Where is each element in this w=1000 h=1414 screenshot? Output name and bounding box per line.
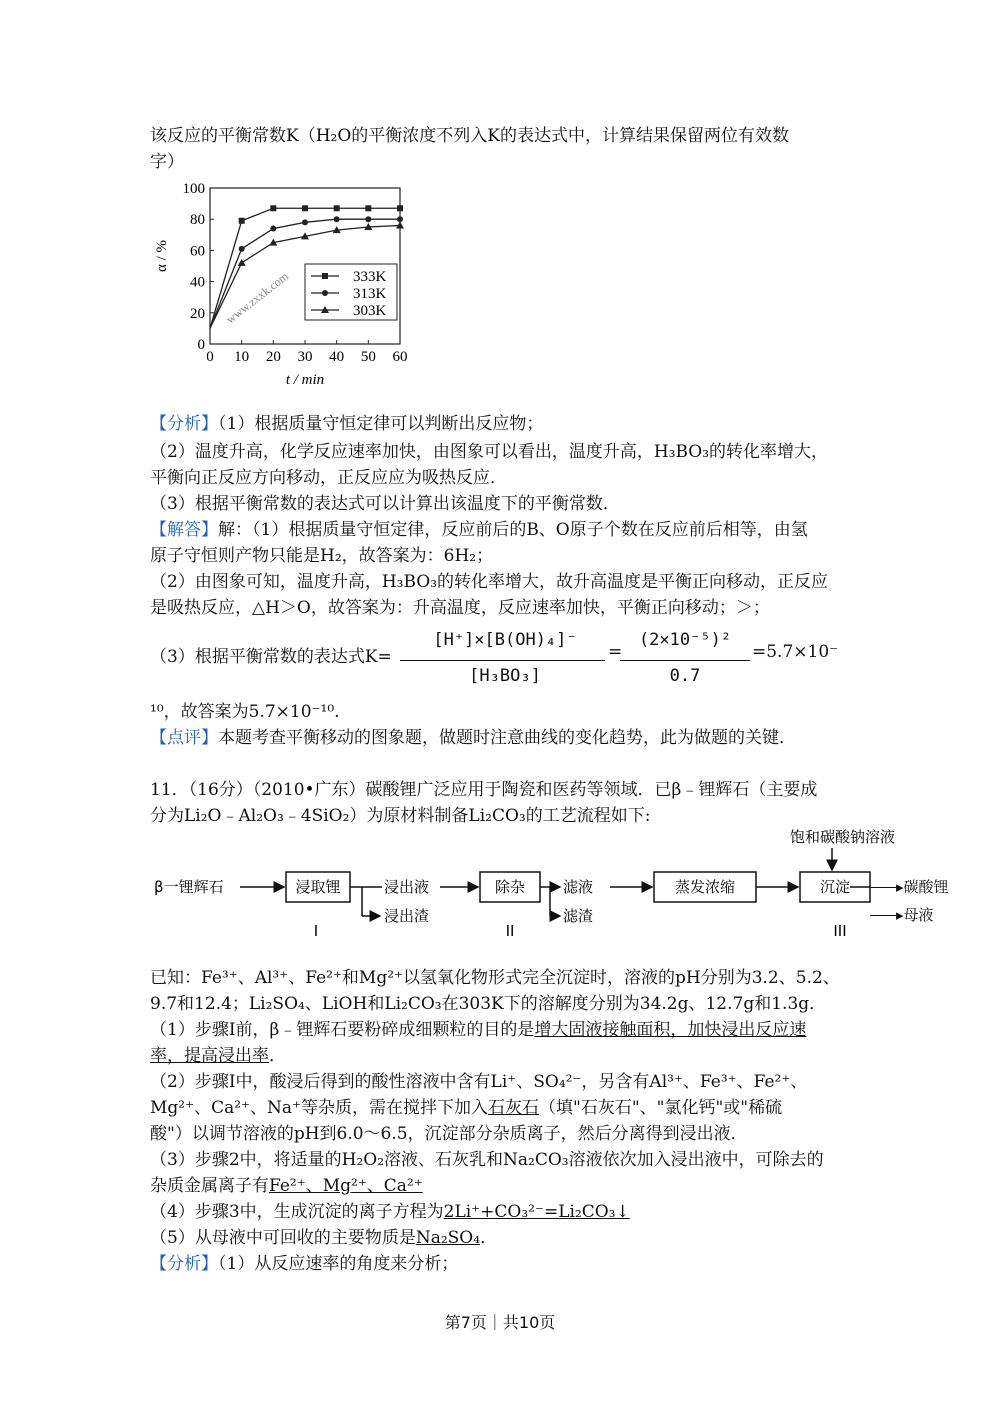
analysis-1-line-1: 【分析】（1）根据质量守恒定律可以判断出反应物；: [150, 414, 544, 434]
q2-answer: 石灰石: [488, 1098, 539, 1118]
analysis-tag: 【分析】: [150, 414, 218, 434]
x-tick-label: 40: [329, 349, 345, 365]
x-tick-label: 60: [392, 349, 408, 365]
filter-residue-label: 滤渣: [563, 907, 594, 925]
known-line-2: 9.7和12.4；Li₂SO₄、LiOH和Li₂CO₃在303K下的溶解度分别为34.2g、12.7g和1.3g．: [150, 994, 827, 1014]
frac1-numerator: [H⁺]×[B(OH)₄]⁻: [433, 630, 577, 650]
q1-line-1: （1）步骤Ⅰ前，β﹣锂辉石要粉碎成细颗粒的目的是增大固液接触面积，加快浸出反应速: [150, 1020, 807, 1040]
x-axis-label: t / min: [285, 372, 325, 388]
data-point: [270, 205, 276, 211]
intro-line-1: 该反应的平衡常数K（H₂O的平衡浓度不列入K的表达式中，计算结果保留两位有效数: [150, 126, 789, 146]
y-tick-label: 100: [182, 181, 205, 197]
q3-line-2: 杂质金属离子有Fe²⁺、Mg²⁺、Ca²⁺: [150, 1176, 423, 1196]
filtrate-label: 滤液: [563, 878, 594, 896]
answer-tag: 【解答】: [150, 520, 218, 540]
step-2-label: II: [505, 922, 515, 940]
q11-line-1: 11．（16分）（2010•广东）碳酸锂广泛应用于陶瓷和医药等领域．已β﹣锂辉石（主要成: [150, 780, 818, 800]
y-tick-label: 0: [197, 337, 205, 353]
x-tick-label: 30: [297, 349, 313, 365]
legend-label: 303K: [353, 303, 387, 319]
frac2-numerator: (2×10⁻⁵)²: [638, 630, 732, 650]
frac1-denominator: [H₃BO₃]: [469, 666, 541, 686]
analysis-1-line-3: 平衡向正反应方向移动，正反应应为吸热反应．: [150, 468, 507, 488]
q4-answer: 2Li⁺+CO₃²⁻=Li₂CO₃↓: [443, 1202, 630, 1222]
legend-label: 333K: [353, 269, 387, 285]
answer-1-line-2: 原子守恒则产物只能是H₂，故答案为：6H₂；: [150, 546, 494, 566]
lithium-carbonate-label: 碳酸锂: [903, 878, 949, 896]
comment-tag: 【点评】: [150, 728, 218, 748]
conversion-chart: [150, 178, 420, 396]
data-point: [397, 216, 403, 222]
x-tick-label: 10: [234, 349, 250, 365]
answer-1-line-6: ¹⁰，故答案为5.7×10⁻¹⁰.: [150, 702, 340, 722]
q5-answer: Na₂SO₄: [415, 1228, 481, 1248]
data-point: [239, 246, 245, 252]
data-point: [322, 273, 328, 279]
process-flowchart: [150, 826, 896, 941]
box-leach-label: 浸取锂: [295, 878, 341, 896]
q2-line-2: Mg²⁺、Ca²⁺、Na⁺等杂质，需在搅拌下加入石灰石（填"石灰石"、"氯化钙"或"稀硫: [150, 1098, 783, 1118]
answer-1-line-3: （2）由图象可知，温度升高，H₃BO₃的转化率增大，故升高温度是平衡正向移动，正反应: [150, 572, 829, 592]
answer-1-line-4: 是吸热反应，△H＞O，故答案为：升高温度，反应速率加快，平衡正向移动；＞；: [150, 598, 770, 618]
leach-residue-label: 浸出渣: [384, 907, 430, 925]
box-precipitate-label: 沉淀: [819, 878, 851, 896]
x-tick-label: 50: [360, 349, 376, 365]
step-1-label: I: [313, 922, 319, 940]
q1-answer: 增大固液接触面积，加快浸出反应速: [534, 1020, 807, 1040]
known-line-1: 已知：Fe³⁺、Al³⁺、Fe²⁺和Mg²⁺以氢氧化物形式完全沉淀时，溶液的pH分别为3.2、5.2、: [150, 968, 840, 988]
legend-label: 313K: [353, 286, 387, 302]
data-point: [270, 226, 276, 232]
data-point: [365, 205, 371, 211]
q1-answer-cont: 率，提高浸出率: [150, 1046, 269, 1066]
data-point: [302, 205, 308, 211]
answer-1-line-1: 【解答】解：（1）根据质量守恒定律，反应前后的B、O原子个数在反应前后相等，由氢: [150, 520, 808, 540]
flow-start: β一锂辉石: [154, 878, 224, 896]
data-point: [397, 205, 403, 211]
comment-line: 【点评】本题考查平衡移动的图象题，做题时注意曲线的变化趋势，此为做题的关键．: [150, 728, 796, 748]
y-tick-label: 20: [190, 305, 205, 322]
data-point: [334, 205, 340, 211]
leach-liquid-label: 浸出液: [384, 878, 430, 896]
k-prefix: （3）根据平衡常数的表达式K=: [150, 647, 392, 667]
data-point: [238, 259, 246, 266]
x-tick-label: 20: [265, 349, 281, 365]
analysis-1-line-2: （2）温度升高，化学反应速率加快，由图象可以看出，温度升高，H₃BO₃的转化率增大，: [150, 442, 829, 462]
k-expression: [150, 630, 850, 696]
data-point: [334, 216, 340, 222]
q4-line: （4）步骤3中，生成沉淀的离子方程为2Li⁺+CO₃²⁻=Li₂CO₃↓: [150, 1202, 630, 1222]
q2-line-1: （2）步骤Ⅰ中，酸浸后得到的酸性溶液中含有Li⁺、SO₄²⁻，另含有Al³⁺、Fe³⁺、Fe²⁺、: [150, 1072, 808, 1092]
watermark: www.zxxk.com: [223, 269, 292, 327]
step-3-label: III: [833, 922, 847, 940]
y-axis-label: α / %: [154, 239, 170, 273]
data-point: [365, 216, 371, 222]
mother-liquor-label: 母液: [903, 906, 934, 924]
k-result: =5.7×10⁻: [752, 642, 839, 662]
equals-sign: =: [608, 642, 623, 662]
q3-line-1: （3）步骤2中，将适量的H₂O₂溶液、石灰乳和Na₂CO₃溶液依次加入浸出液中，可除去的: [150, 1150, 824, 1170]
frac2-denominator: 0.7: [669, 666, 701, 686]
q1-line-2: 率，提高浸出率．: [150, 1046, 286, 1066]
y-tick-label: 60: [190, 243, 205, 260]
y-tick-label: 40: [190, 274, 205, 291]
y-tick-label: 80: [190, 212, 205, 229]
box-impurity-label: 除杂: [494, 878, 526, 896]
sodium-carbonate-label: 饱和碳酸钠溶液: [790, 828, 896, 846]
x-tick-label: 0: [206, 349, 214, 365]
analysis-2-tag: 【分析】: [150, 1254, 218, 1274]
q11-line-2: 分为Li₂O﹣Al₂O₃﹣4SiO₂）为原材料制备Li₂CO₃的工艺流程如下:: [150, 806, 651, 826]
q5-line: （5）从母液中可回收的主要物质是Na₂SO₄．: [150, 1228, 498, 1248]
q3-answer: Fe²⁺、Mg²⁺、Ca²⁺: [269, 1176, 423, 1196]
data-point: [239, 218, 245, 224]
data-point: [322, 290, 328, 296]
flow-outputs: ▸碳酸锂 ▸母液: [870, 876, 949, 932]
analysis-1-line-4: （3）根据平衡常数的表达式可以计算出该温度下的平衡常数．: [150, 494, 620, 514]
intro-line-2: 字）: [150, 152, 184, 172]
box-evaporate-label: 蒸发浓缩: [674, 878, 736, 896]
q2-line-3: 酸"）以调节溶液的pH到6.0～6.5，沉淀部分杂质离子，然后分离得到浸出液．: [150, 1124, 748, 1144]
analysis-2-line: 【分析】（1）从反应速率的角度来分析；: [150, 1254, 459, 1274]
page-footer: 第7页｜共10页: [444, 1313, 556, 1332]
data-point: [302, 219, 308, 225]
